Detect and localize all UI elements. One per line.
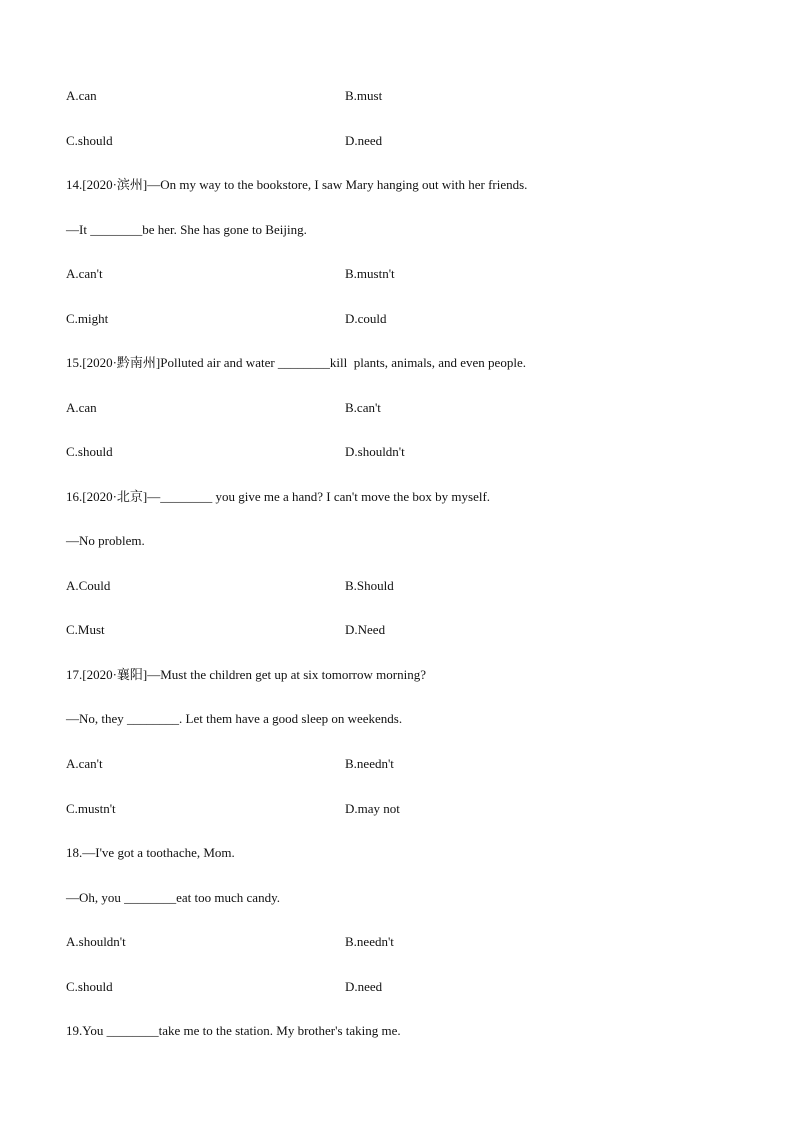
q15-stem: 15.[2020·黔南州]Polluted air and water ________kill plants, animals, and even people. bbox=[66, 355, 526, 370]
q17-option-d: D.may not bbox=[345, 801, 400, 816]
q18-stem: 18.—I've got a toothache, Mom. bbox=[66, 845, 235, 860]
q16-option-d: D.Need bbox=[345, 622, 386, 637]
q16-stem: 16.[2020·北京]—________ you give me a hand? I can't move the box by myself. bbox=[66, 489, 491, 504]
q16-option-a: A.Could bbox=[66, 578, 111, 593]
q14-reply: —It ________be her. She has gone to Beijing. bbox=[66, 222, 307, 237]
q15-option-b: B.can't bbox=[345, 400, 381, 415]
q14-stem: 14.[2020·滨州]—On my way to the bookstore, I saw Mary hanging out with her friends. bbox=[66, 177, 528, 192]
q18-option-d: D.need bbox=[345, 979, 383, 994]
q14-option-b: B.mustn't bbox=[345, 266, 395, 281]
q18-reply: —Oh, you ________eat too much candy. bbox=[66, 890, 280, 905]
q14-option-c: C.might bbox=[66, 311, 109, 326]
q16-option-c: C.Must bbox=[66, 622, 105, 637]
q17-option-c: C.mustn't bbox=[66, 801, 116, 816]
q18-option-c: C.should bbox=[66, 979, 113, 994]
q17-reply: —No, they ________. Let them have a good sleep on weekends. bbox=[66, 711, 403, 726]
q15-option-d: D.shouldn't bbox=[345, 444, 405, 459]
q19-stem: 19.You ________take me to the station. My brother's taking me. bbox=[66, 1023, 401, 1038]
q17-stem: 17.[2020·襄阳]—Must the children get up at six tomorrow morning? bbox=[66, 667, 426, 682]
q13-option-d: D.need bbox=[345, 133, 383, 148]
q16-reply: —No problem. bbox=[66, 533, 145, 548]
q18-option-b: B.needn't bbox=[345, 934, 394, 949]
q13-option-b: B.must bbox=[345, 88, 383, 103]
q14-option-d: D.could bbox=[345, 311, 387, 326]
q17-option-b: B.needn't bbox=[345, 756, 394, 771]
q13-option-a: A.can bbox=[66, 88, 97, 103]
q15-option-c: C.should bbox=[66, 444, 113, 459]
q17-option-a: A.can't bbox=[66, 756, 103, 771]
q15-option-a: A.can bbox=[66, 400, 97, 415]
q13-option-c: C.should bbox=[66, 133, 113, 148]
q18-option-a: A.shouldn't bbox=[66, 934, 126, 949]
q16-option-b: B.Should bbox=[345, 578, 394, 593]
q14-option-a: A.can't bbox=[66, 266, 103, 281]
